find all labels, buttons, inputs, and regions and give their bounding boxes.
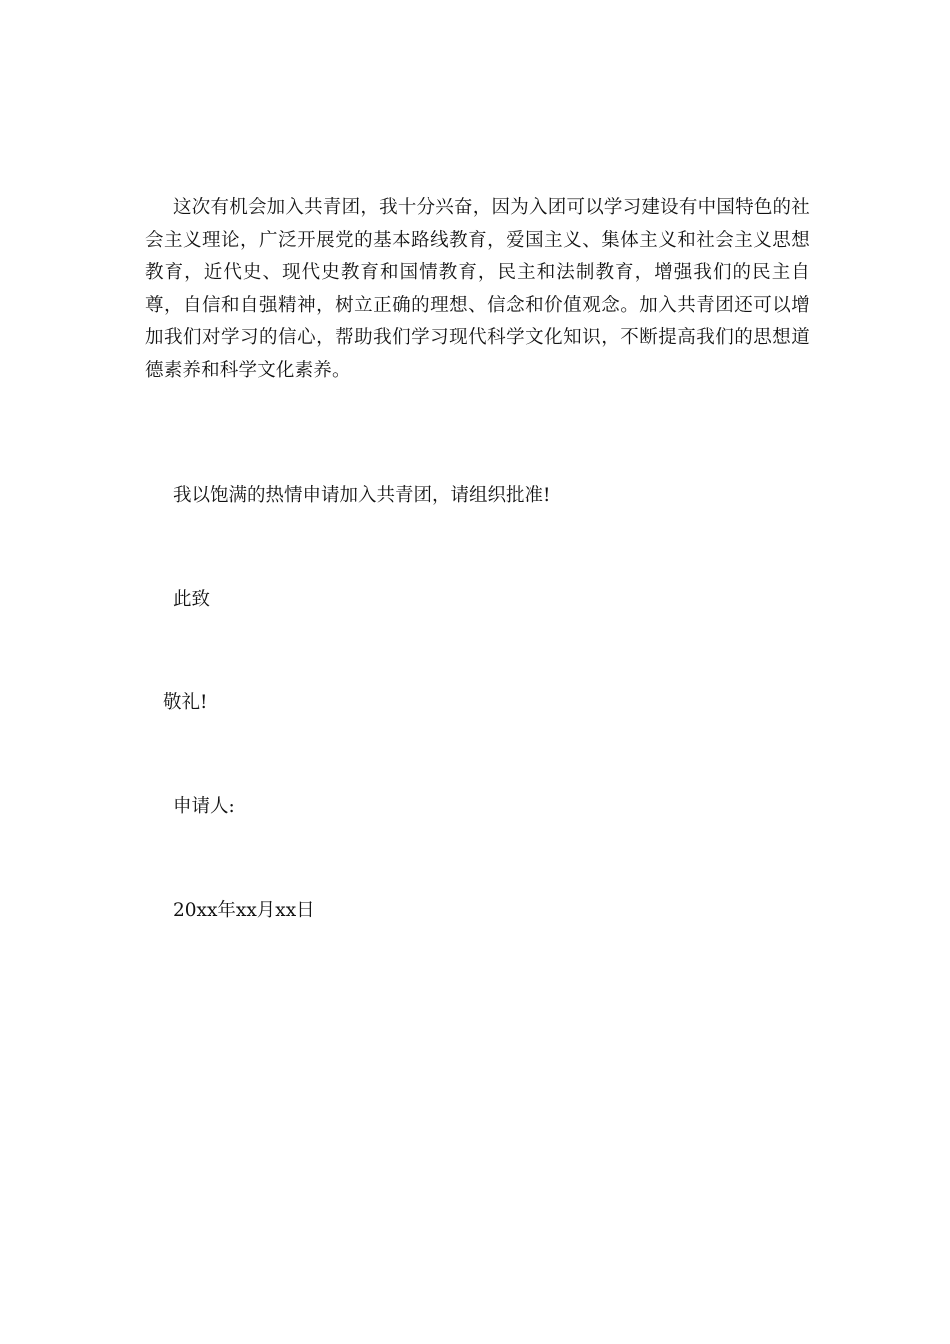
closing-salute: 敬礼! (163, 692, 208, 713)
closing-greeting: 此致 (173, 589, 211, 610)
request-sentence: 我以饱满的热情申请加入共青团，请组织批准! (173, 485, 551, 506)
date-line: 20xx年xx月xx日 (173, 900, 315, 921)
letter-body-paragraph: 这次有机会加入共青团，我十分兴奋，因为入团可以学习建设有中国特色的社会主义理论，广泛开展党的基本路线教育，爱国主义、集体主义和社会主义思想教育，近代史、现代史教育和国情教育，民主和法制教育，增强我们的民主自尊，自信和自强精神，树立正确的理想、信念和价值观念。加入共青团还可以增加我们对学习的信心，帮助我们学习现代科学文化知识，不断提高我们的思想道德素养和科学文化素养。 (145, 197, 810, 381)
applicant-label: 申请人: (173, 796, 235, 817)
